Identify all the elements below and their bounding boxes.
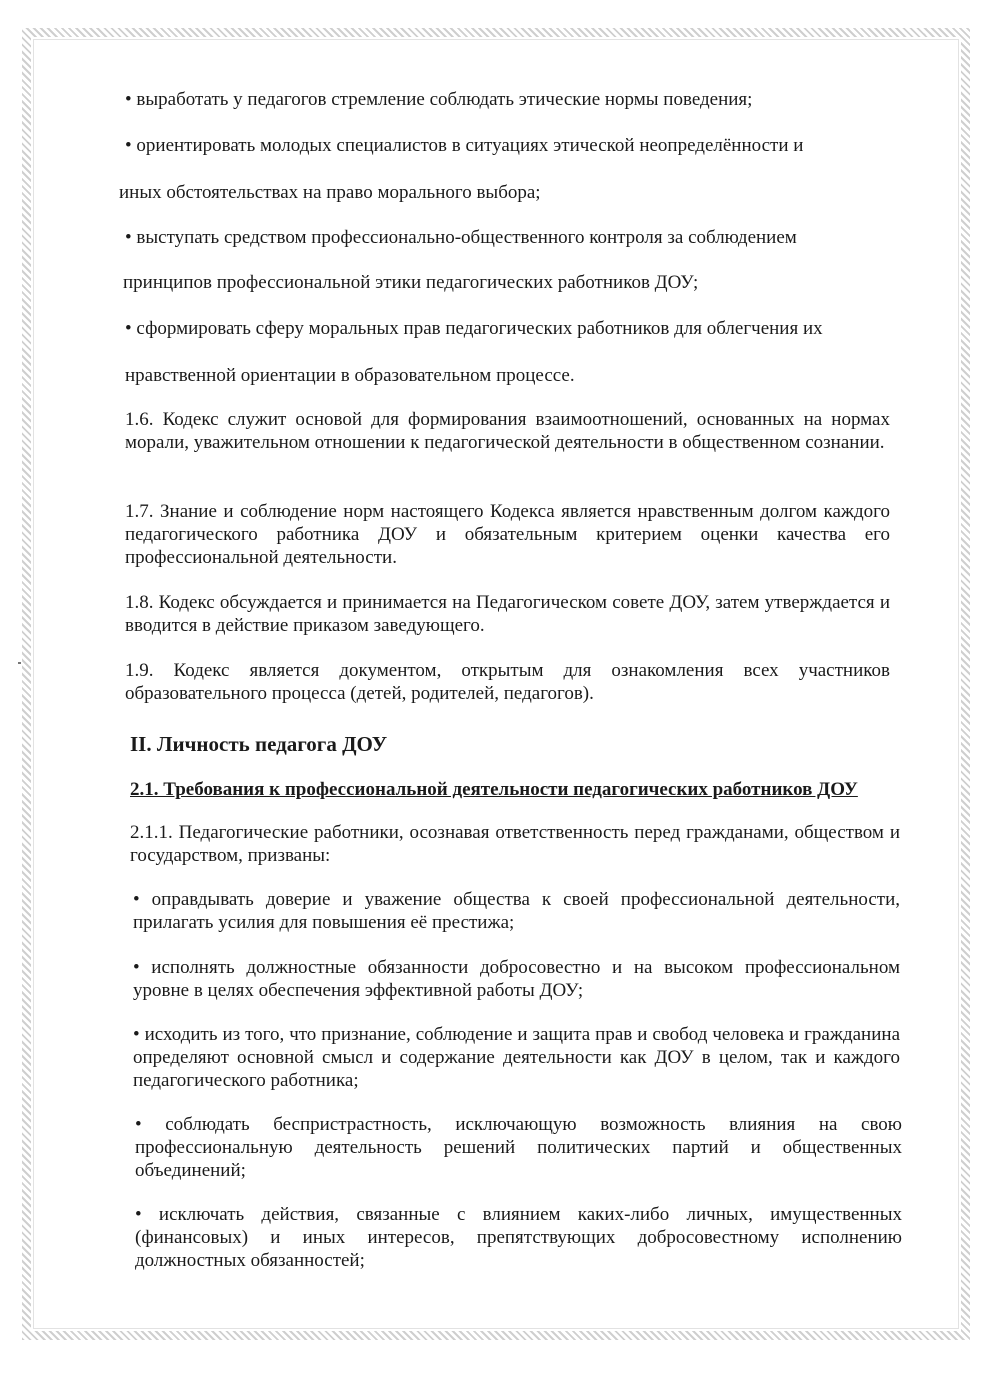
paragraph-1-6: 1.6. Кодекс служит основой для формирования взаимоотношений, основанных на нормах морали, уважительном отношении к педагогической деятельности в общественном сознании. [125, 409, 890, 453]
continuation-line: принципов профессиональной этики педагогических работников ДОУ; [123, 272, 699, 293]
duty-bullet: • оправдывать доверие и уважение общества к своей профессиональной деятельности, прилагать усилия для повышения её престижа; [133, 889, 900, 933]
subsection-title: 2.1. Требования к профессиональной деятельности педагогических работников ДОУ [130, 779, 858, 800]
bullet-line: • ориентировать молодых специалистов в ситуациях этической неопределённости и [125, 135, 804, 156]
duty-bullet: • исходить из того, что признание, соблюдение и защита прав и свобод человека и гражданина определяют основной смысл и содержание деятельности как ДОУ в целом, так и каждого педагогического работника; [133, 1024, 900, 1091]
scan-speck [18, 662, 21, 664]
paragraph-1-8: 1.8. Кодекс обсуждается и принимается на Педагогическом совете ДОУ, затем утверждается и вводится в действие приказом заведующего. [125, 592, 890, 636]
bullet-line: • выступать средством профессионально-общественного контроля за соблюдением [125, 227, 797, 248]
intro-paragraph: 2.1.1. Педагогические работники, осознавая ответственность перед гражданами, обществом и государством, призваны: [130, 822, 900, 866]
bullet-line: • выработать у педагогов стремление соблюдать этические нормы поведения; [125, 89, 753, 110]
paragraph-1-9: 1.9. Кодекс является документом, открытым для ознакомления всех участников образовательного процесса (детей, родителей, педагогов). [125, 660, 890, 704]
section-title: II. Личность педагога ДОУ [130, 732, 388, 756]
paragraph-1-7: 1.7. Знание и соблюдение норм настоящего Кодекса является нравственным долгом каждого педагогического работника ДОУ и обязательным критерием оценки качества его профессиональной деятельности. [125, 501, 890, 568]
continuation-line: нравственной ориентации в образовательном процессе. [125, 365, 575, 386]
duty-bullet: • исполнять должностные обязанности добросовестно и на высоком профессиональном уровне в целях обеспечения эффективной работы ДОУ; [133, 957, 900, 1001]
duty-bullet: • исключать действия, связанные с влиянием каких-либо личных, имущественных (финансовых) и иных интересов, препятствующих добросовестному исполнению должностных обязанностей; [135, 1204, 902, 1271]
duty-bullet: • соблюдать беспристрастность, исключающую возможность влияния на свою профессиональную деятельность решений политических партий и общественных объединений; [135, 1114, 902, 1181]
continuation-line: иных обстоятельствах на право морального выбора; [119, 182, 541, 203]
bullet-line: • сформировать сферу моральных прав педагогических работников для облегчения их [125, 318, 823, 339]
